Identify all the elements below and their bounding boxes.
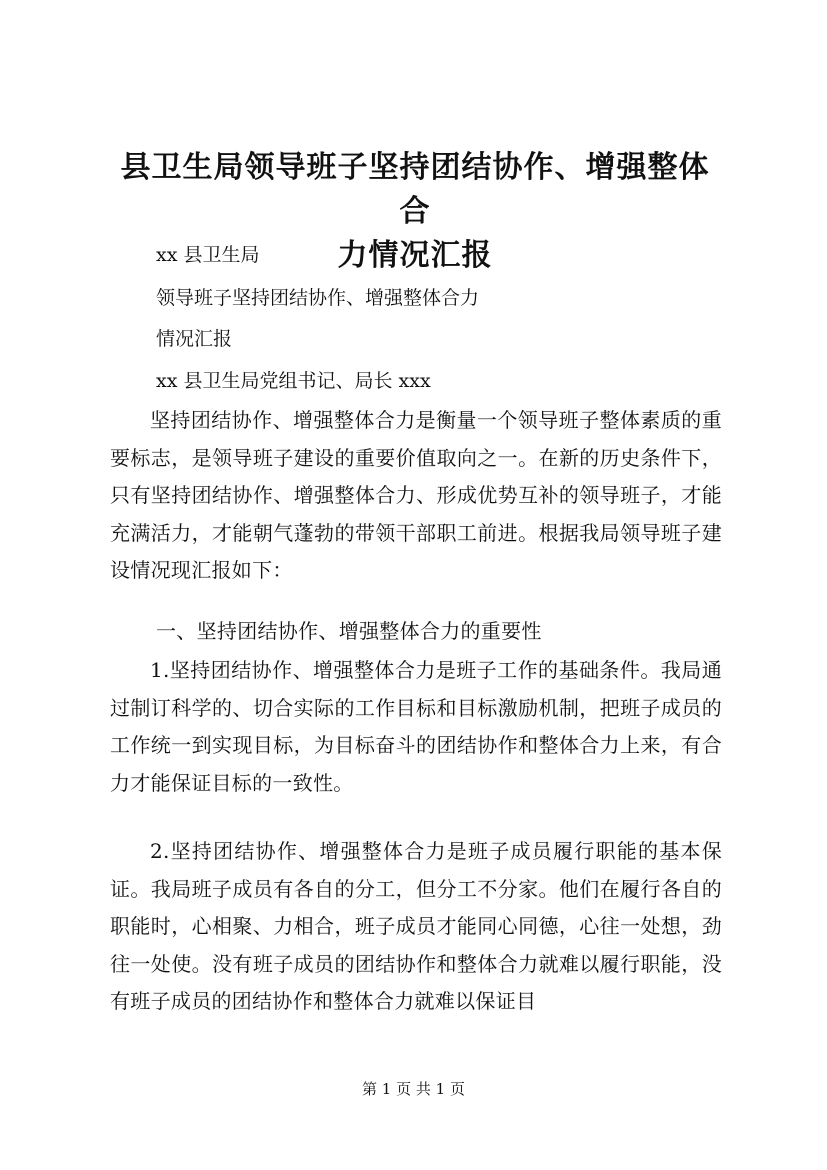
- author-line: xx 县卫生局党组书记、局长 xxx: [156, 370, 431, 392]
- point-2-paragraph: 2.坚持团结协作、增强整体合力是班子成员履行职能的基本保证。我局班子成员有各自的分工，但分工不分家。他们在履行各自的职能时，心相聚、力相合，班子成员才能同心同德，心往一处想，劲往一处使。没有班子成员的团结协作和整体合力就难以履行职能，没有班子成员的团结协作和整体合力就难以保证目: [110, 839, 722, 1013]
- point-2-section: [110, 833, 722, 1021]
- intro-section: [110, 402, 722, 590]
- section-heading: 一、坚持团结协作、增强整体合力的重要性: [156, 619, 542, 643]
- page-footer: 第 1 页 共 1 页: [362, 1080, 465, 1098]
- title-line-1: 县卫生局领导班子坚持团结协作、增强整体合: [120, 150, 710, 229]
- intro-paragraph: 坚持团结协作、增强整体合力是衡量一个领导班子整体素质的重要标志，是领导班子建设的重要价值取向之一。在新的历史条件下，只有坚持团结协作、增强整体合力、形成优势互补的领导班子，才能充满活力，才能朝气蓬勃的带领干部职工前进。根据我局领导班子建设情况现汇报如下：: [110, 408, 722, 582]
- subtitle-line-2: 情况汇报: [156, 328, 233, 350]
- title-line-2: 力情况汇报: [337, 238, 493, 273]
- point-1-paragraph: 1.坚持团结协作、增强整体合力是班子工作的基础条件。我局通过制订科学的、切合实际的工作目标和目标激励机制，把班子成员的工作统一到实现目标，为目标奋斗的团结协作和整体合力上来，有合力才能保证目标的一致性。: [110, 658, 722, 795]
- subtitle-line-1: 领导班子坚持团结协作、增强整体合力: [156, 287, 480, 309]
- point-1-section: [110, 652, 722, 802]
- issuer-line: xx 县卫生局: [156, 244, 260, 266]
